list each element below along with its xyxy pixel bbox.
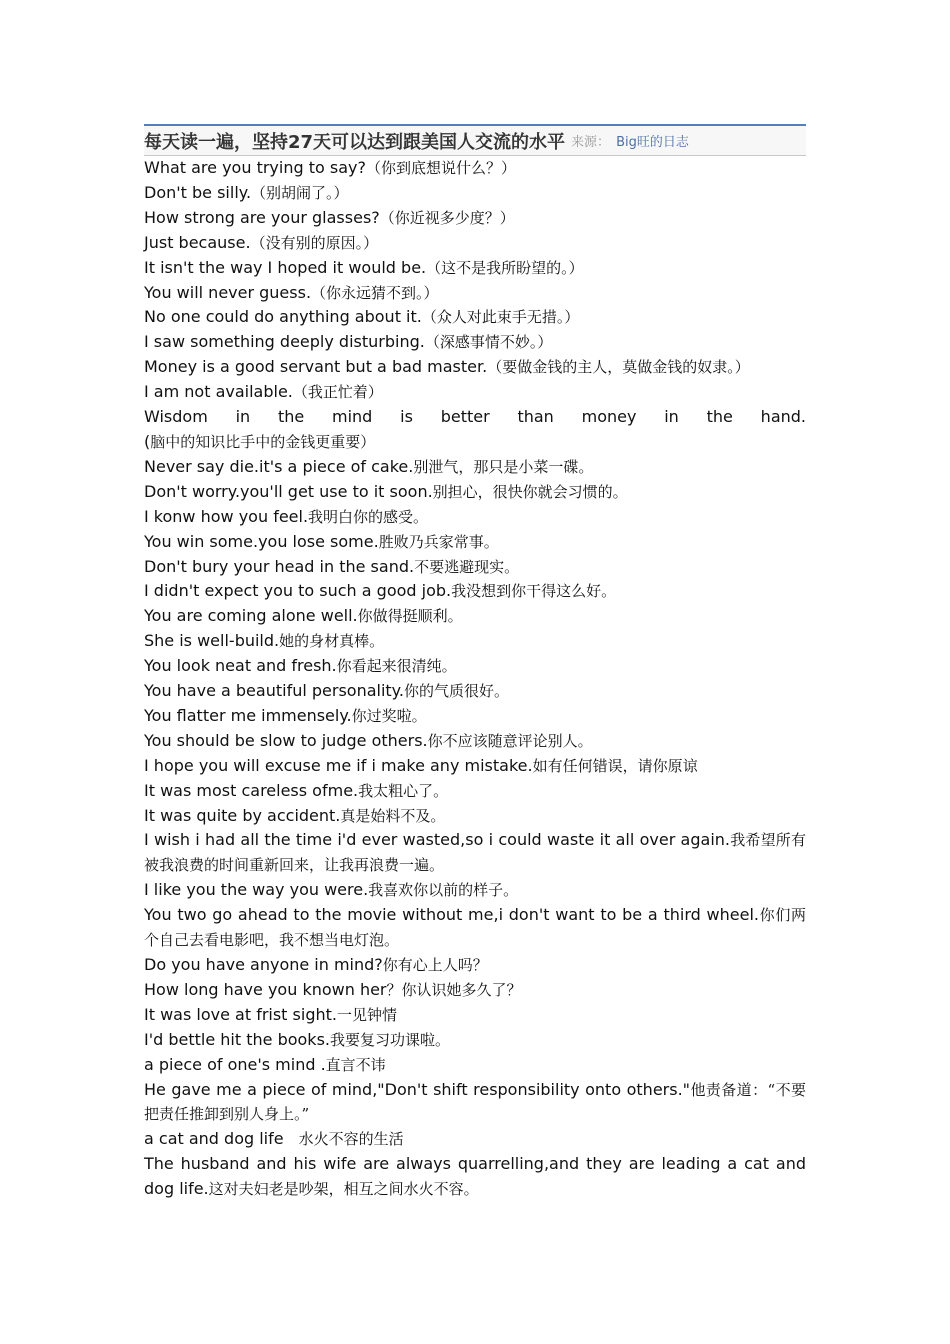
phrase-chinese: （我正忙着）: [292, 383, 383, 402]
phrase-line: [144, 405, 806, 455]
source-label: 来源：: [571, 135, 611, 150]
phrase-line: [144, 330, 806, 355]
phrase-english: Do you have anyone in mind?: [144, 955, 383, 974]
phrase-english: He gave me a piece of mind,"Don't shift responsibility onto others.": [144, 1079, 691, 1099]
phrase-line: [144, 1003, 806, 1028]
phrase-chinese: 水火不容的生活: [283, 1130, 404, 1149]
phrase-line: [144, 654, 806, 679]
phrase-english: I am not available.: [144, 382, 293, 402]
phrase-line: [144, 206, 806, 231]
phrase-chinese: 你不应该随意评论别人。: [427, 731, 593, 750]
phrase-line: [144, 828, 806, 878]
phrase-line: [144, 953, 806, 978]
phrase-english: It was quite by accident.: [144, 805, 341, 825]
phrase-chinese: 胜败乃兵家常事。: [378, 532, 499, 551]
phrase-line: [144, 480, 806, 505]
phrase-line: [144, 679, 806, 704]
phrase-english: You two go ahead to the movie without me,i don't want to be a third wheel.: [144, 905, 759, 925]
phrase-english: I hope you will excuse me if i make any mistake.: [144, 755, 533, 775]
phrase-english: What are you trying to say?: [144, 158, 366, 177]
phrase-line: [144, 156, 806, 181]
phrase-english: It was love at frist sight.: [144, 1004, 337, 1024]
source-link[interactable]: Big旺的日志: [616, 135, 689, 150]
phrase-line: [144, 1152, 806, 1202]
phrase-line: [144, 530, 806, 555]
phrase-chinese: 你过奖啦。: [351, 706, 427, 725]
phrase-english: Don't bury your head in the sand.: [144, 556, 415, 576]
phrase-chinese: （你到底想说什么？）: [365, 159, 516, 177]
phrase-line: [144, 231, 806, 256]
phrase-line: [144, 903, 806, 953]
phrase-english: You flatter me immensely.: [144, 705, 352, 725]
phrase-english: a piece of one's mind .: [144, 1054, 326, 1074]
phrase-chinese: （众人对此束手无措。）: [421, 308, 580, 327]
phrase-english: Money is a good servant but a bad master.: [144, 357, 488, 377]
phrase-chinese: 如有任何错误，请你原谅: [532, 756, 698, 775]
phrase-line: [144, 181, 806, 206]
phrase-line: [144, 305, 806, 330]
phrase-english: How long have you known her: [144, 979, 387, 999]
phrase-english: I didn't expect you to such a good job.: [144, 581, 452, 601]
phrase-line: [144, 380, 806, 405]
phrase-english: a cat and dog life: [144, 1129, 284, 1149]
phrase-english: The husband and his wife are always quarrelling,and they are leading a cat and dog life.: [144, 1154, 806, 1199]
phrase-chinese: 别担心，很快你就会习惯的。: [432, 482, 628, 501]
phrase-line: [144, 878, 806, 903]
phrase-chinese: 你有心上人吗？: [382, 956, 488, 974]
phrase-line: [144, 281, 806, 306]
phrase-chinese: 我喜欢你以前的样子。: [368, 881, 519, 900]
phrase-english: She is well-build.: [144, 631, 280, 651]
phrase-english: It isn't the way I hoped it would be.: [144, 257, 427, 277]
phrase-english: No one could do anything about it.: [144, 307, 422, 327]
document-page: [144, 124, 806, 1202]
phrase-chinese: 我明白你的感受。: [308, 507, 429, 526]
phrase-english: I saw something deeply disturbing.: [144, 332, 425, 352]
phrase-english: You have a beautiful personality.: [144, 681, 404, 701]
phrase-line: [144, 1028, 806, 1053]
phrase-chinese: 你的气质很好。: [403, 682, 509, 701]
phrase-english: You look neat and fresh.: [144, 656, 337, 676]
phrase-chinese: 这对夫妇老是吵架，相互之间水火不容。: [208, 1180, 479, 1199]
phrase-chinese: 别泄气，那只是小菜一碟。: [413, 457, 594, 476]
article-header: [144, 124, 806, 156]
phrase-line: [144, 1053, 806, 1078]
phrase-chinese: （深感事情不妙。）: [424, 333, 553, 352]
phrase-line: [144, 256, 806, 281]
phrase-line: [144, 754, 806, 779]
phrase-line: [144, 629, 806, 654]
phrase-line: [144, 555, 806, 580]
phrase-chinese: （要做金钱的主人，莫做金钱的奴隶。）: [487, 358, 750, 377]
phrase-chinese: （你永远猜不到。）: [311, 283, 439, 302]
phrase-chinese: （没有别的原因。）: [250, 233, 379, 252]
phrase-english: You are coming alone well.: [144, 606, 358, 626]
phrase-english: You win some.you lose some.: [144, 531, 379, 551]
phrase-line: [144, 978, 806, 1003]
phrase-chinese: 脑中的知识比手中的金钱更重要）: [150, 432, 376, 451]
phrase-english: I wish i had all the time i'd ever wasted,so i could waste it all over again.: [144, 830, 730, 850]
phrase-chinese: （别胡闹了。）: [251, 183, 349, 202]
phrase-chinese: 我要复习功课啦。: [330, 1030, 451, 1049]
phrase-chinese: 你们两个自己去看电影吧，我不想当电灯泡。: [144, 906, 806, 950]
phrase-chinese: （这不是我所盼望的。）: [426, 258, 584, 277]
phrase-line: [144, 579, 806, 604]
phrase-chinese: 他责备道：“不要把责任推卸到别人身上。”: [144, 1080, 806, 1124]
phrase-english: You should be slow to judge others.: [144, 730, 428, 750]
phrase-english: I like you the way you were.: [144, 880, 369, 900]
phrase-line: [144, 1127, 806, 1152]
phrase-english: Don't worry.you'll get use to it soon.: [144, 481, 433, 501]
phrase-line: [144, 505, 806, 530]
phrase-chinese: （你近视多少度？）: [379, 208, 515, 227]
article-title: 每天读一遍，坚持27天可以达到跟美国人交流的水平: [144, 131, 566, 153]
phrase-list: [144, 156, 806, 1202]
phrase-chinese: 她的身材真棒。: [279, 632, 385, 651]
phrase-chinese: 你看起来很清纯。: [336, 657, 457, 676]
phrase-english: Don't be silly.: [144, 182, 252, 202]
phrase-english: How strong are your glasses?: [144, 207, 380, 227]
phrase-english: Never say die.it's a piece of cake.: [144, 456, 414, 476]
phrase-line: [144, 779, 806, 804]
phrase-line: [144, 604, 806, 629]
phrase-chinese: 我没想到你干得这么好。: [451, 582, 617, 601]
phrase-chinese: 你做得挺顺利。: [357, 607, 463, 626]
phrase-chinese: 我太粗心了。: [358, 781, 449, 800]
phrase-chinese: 我希望所有被我浪费的时间重新回来，让我再浪费一遍。: [144, 831, 806, 875]
phrase-chinese: 直言不讳: [325, 1055, 386, 1074]
phrase-line: [144, 804, 806, 829]
phrase-line: [144, 355, 806, 380]
phrase-line: [144, 704, 806, 729]
phrase-chinese: 不要逃避现实。: [414, 557, 520, 576]
phrase-english: Just because.: [144, 232, 251, 252]
phrase-english: I konw how you feel.: [144, 506, 309, 526]
phrase-line: [144, 729, 806, 754]
phrase-english: You will never guess.: [144, 282, 312, 302]
phrase-line: [144, 455, 806, 480]
phrase-line: [144, 1078, 806, 1128]
phrase-chinese: 一见钟情: [336, 1005, 397, 1024]
phrase-english: I'd bettle hit the books.: [144, 1029, 330, 1049]
phrase-chinese: 真是始料不及。: [340, 806, 446, 825]
phrase-english: Wisdom in the mind is better than money in the hand.(: [144, 407, 806, 451]
phrase-english: It was most careless ofme.: [144, 780, 359, 800]
phrase-chinese: ？你认识她多久了？: [386, 980, 522, 999]
